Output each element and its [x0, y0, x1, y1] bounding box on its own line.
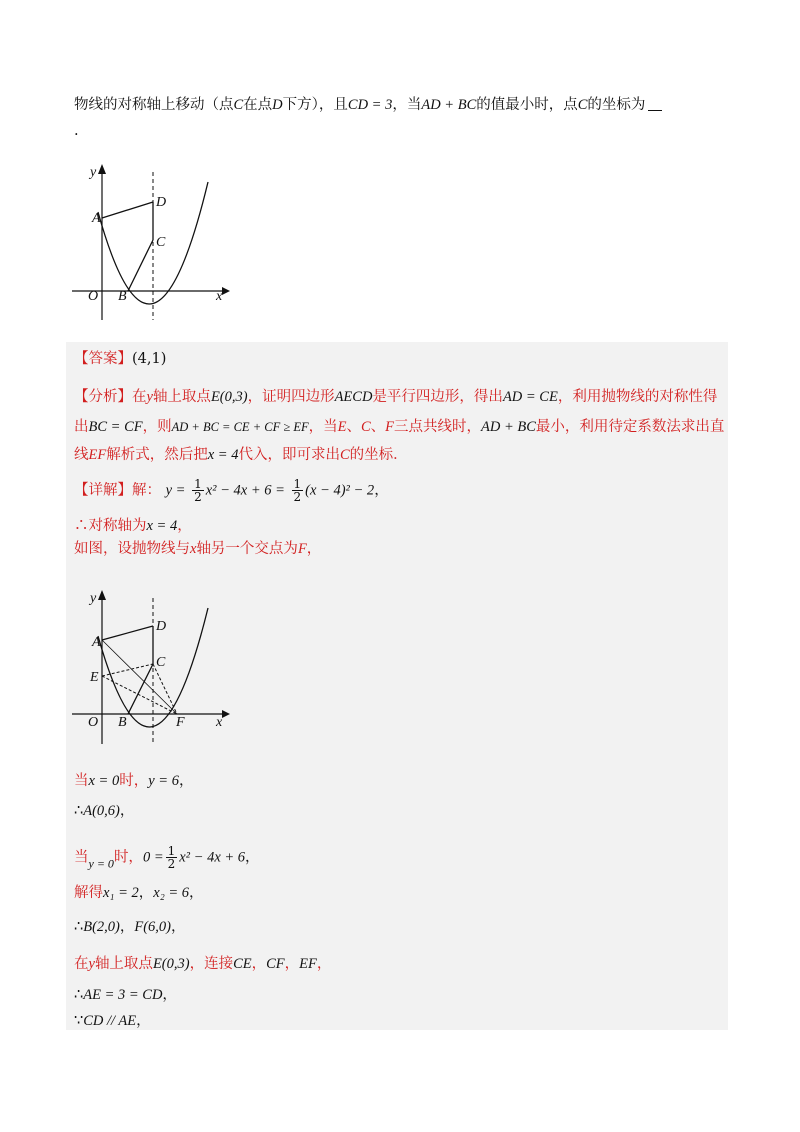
label-C: C	[156, 655, 166, 670]
y-axis-arrow-icon	[98, 590, 106, 600]
step-line-4: 解得x₁ = 2，x₂ = 6，	[74, 885, 204, 901]
figure-1-parabola	[68, 160, 238, 320]
label-x: x	[216, 715, 223, 730]
label-O: O	[88, 289, 99, 304]
step-line-7: ∴AE = 3 = CD，	[74, 987, 177, 1003]
step-line-2: ∴A(0,6)，	[74, 803, 135, 819]
analysis-line-3: 线EF解析式，然后把x = 4代入，即可求出C的坐标．	[74, 447, 408, 463]
segment-AF	[102, 640, 177, 714]
answer-line: 【答案】(4,1)	[74, 351, 167, 367]
label-A: A	[92, 211, 101, 226]
answer-value: (4,1)	[132, 351, 167, 367]
question-line-2: .	[74, 123, 79, 139]
fraction-half: $\frac{1}{2}$	[194, 477, 202, 504]
detail-line-2: ∴对称轴为x = 4，	[74, 518, 192, 534]
step-line-5: ∴B(2,0)，F(6,0)，	[74, 919, 186, 935]
segment-CE	[102, 664, 153, 676]
x-axis-arrow-icon	[222, 710, 230, 718]
label-y: y	[90, 591, 97, 606]
label-B: B	[118, 715, 127, 730]
step-line-3: 当$_{y = 0}$时，0 = $\frac{1}{2}$ x² − 4x + 6，	[74, 844, 260, 871]
figure-2-parabola	[68, 586, 238, 746]
fraction-half-2: $\frac{1}{2}$	[293, 477, 302, 504]
label-O: O	[88, 715, 99, 730]
parabola-curve	[98, 608, 208, 727]
step-line-1: 当x = 0时，y = 6，	[74, 773, 194, 789]
segment-CF	[153, 664, 177, 714]
segment-CB	[128, 240, 153, 291]
question-line-1: 物线的对称轴上移动（点C在点D下方），且CD = 3，当AD + BC的值最小时，点C的坐标为	[74, 94, 662, 116]
y-axis-arrow-icon	[98, 164, 106, 174]
segment-EF	[102, 676, 177, 714]
label-D: D	[156, 195, 167, 210]
segment-AD	[102, 626, 153, 640]
step-line-8: ∵CD // AE，	[74, 1013, 151, 1029]
detail-line-1: 【详解】解： y = $\frac{1}{2}$ x² − 4x + 6 = $\frac{1}{2}$ (x − 4)² − 2，	[74, 477, 389, 504]
segment-CB	[128, 664, 153, 714]
fraction-half-3: $\frac{1}{2}$	[167, 844, 176, 871]
label-F: F	[176, 715, 185, 730]
analysis-line-1: 【分析】在y轴上取点E(0,3)，证明四边形AECD是平行四边形，得出AD = CE，利用抛物线的对称性得	[74, 389, 718, 405]
label-C: C	[156, 235, 166, 250]
label-E: E	[90, 670, 99, 685]
segment-AD	[102, 202, 153, 218]
label-A: A	[92, 635, 101, 650]
answer-blank	[648, 96, 662, 111]
label-D: D	[156, 619, 167, 634]
analysis-line-2: 出BC = CF，则AD + BC = CE + CF ≥ EF，当E、C、F三点共线时，AD + BC最小，利用待定系数法求出直	[74, 419, 725, 435]
detail-line-3: 如图，设抛物线与x轴另一个交点为F，	[74, 541, 322, 557]
label-B: B	[118, 289, 127, 304]
label-x: x	[216, 289, 223, 304]
x-axis-arrow-icon	[222, 287, 230, 295]
step-line-6: 在y轴上取点E(0,3)，连接CE，CF，EF，	[74, 956, 332, 972]
label-y: y	[90, 165, 97, 180]
